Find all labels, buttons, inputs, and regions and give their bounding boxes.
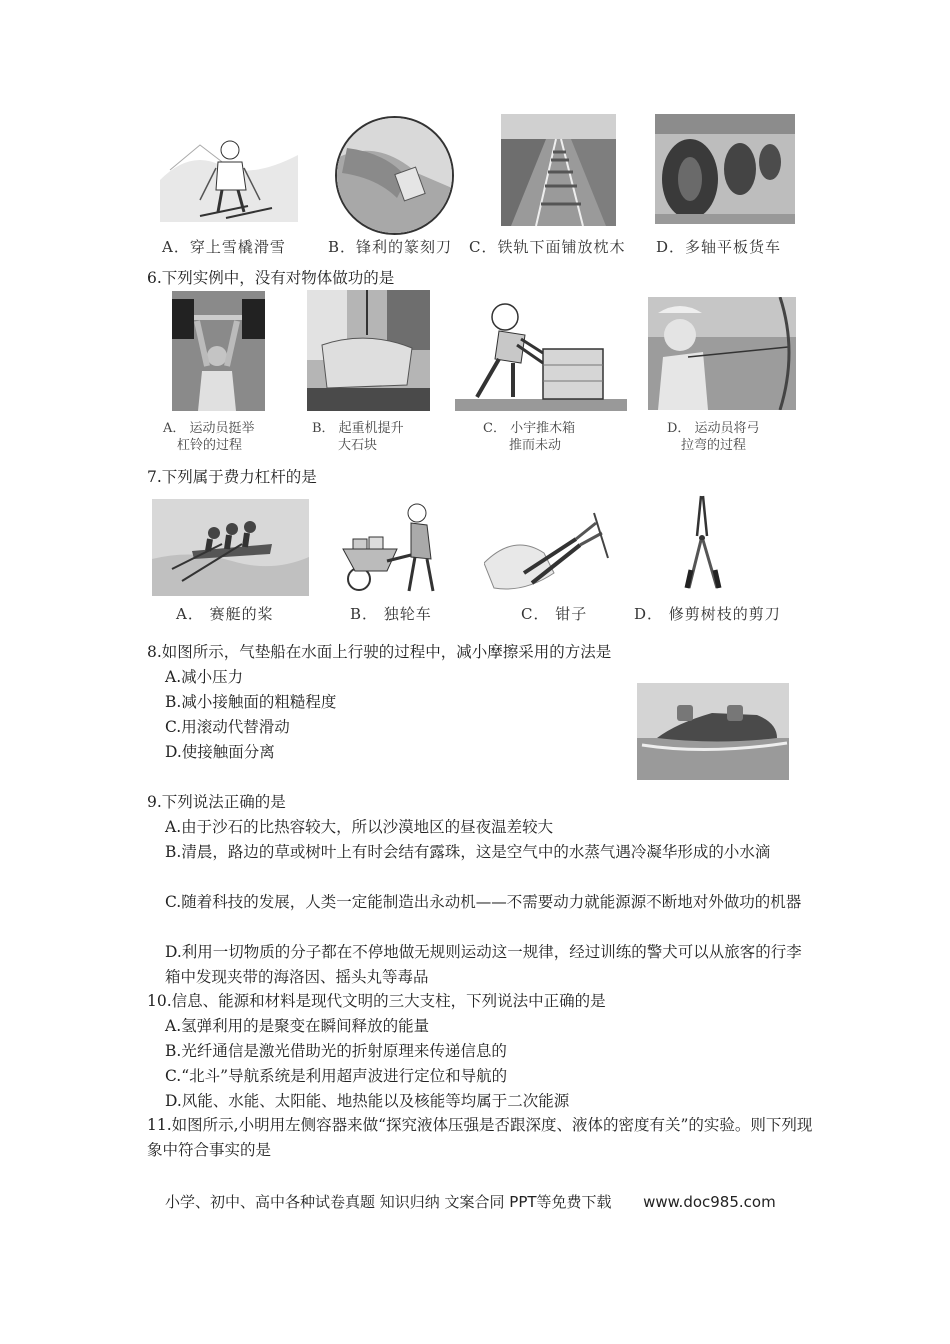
q5-caption-b: B．锋利的篆刻刀 (328, 238, 453, 256)
q5-caption-a: A．穿上雪橇滑雪 (162, 238, 286, 256)
pliers-icon (484, 503, 612, 596)
q8-stem: 8.如图所示，气垫船在水面上行驶的过程中，减小摩擦采用的方法是 (147, 643, 612, 661)
q6-stem: 6.下列实例中，没有对物体做功的是 (147, 269, 395, 287)
footer-text: 小学、初中、高中各种试卷真题 知识归纳 文案合同 PPT等免费下载 (165, 1193, 612, 1211)
carving-knife-icon (335, 116, 454, 235)
q10-option-b: B.光纤通信是激光借助光的折射原理来传递信息的 (165, 1042, 507, 1060)
wheelbarrow-icon (335, 499, 442, 594)
q6-caption-d (667, 420, 760, 454)
q8-option-c: C.用滚动代替滑动 (165, 718, 290, 736)
q6-caption-a-line1: A． 运动员挺举 (163, 421, 255, 436)
railway-track-icon (501, 114, 616, 226)
q7-stem: 7.下列属于费力杠杆的是 (147, 468, 317, 486)
q5-caption-c: C．铁轨下面铺放枕木 (469, 238, 626, 256)
q10-option-d: D.风能、水能、太阳能、地热能以及核能等均属于二次能源 (165, 1092, 570, 1110)
footer-site-link[interactable]: www.doc985.com (643, 1193, 776, 1211)
skier-icon (160, 120, 298, 222)
q10-option-c: C.“北斗”导航系统是利用超声波进行定位和导航的 (165, 1067, 508, 1085)
q8-option-b: B.减小接触面的粗糙程度 (165, 693, 337, 711)
q9-option-a: A.由于沙石的比热容较大，所以沙漠地区的昼夜温差较大 (165, 818, 554, 836)
q6-caption-d-line2: 拉弯的过程 (681, 438, 747, 453)
q9-stem: 9.下列说法正确的是 (147, 793, 286, 811)
q7-caption-d: D． 修剪树枝的剪刀 (634, 605, 781, 623)
q6-caption-a (163, 420, 255, 454)
flatbed-truck-icon (655, 114, 795, 224)
q6-caption-c-line1: C． 小宇推木箱 (483, 421, 576, 436)
q11-stem: 11.如图所示,小明用左侧容器来做“探究液体压强是否跟深度、液体的密度有关”的实验。则下列现象中符合事实的是 (147, 1116, 813, 1159)
q7-caption-b: B． 独轮车 (350, 605, 432, 623)
q6-caption-c (483, 420, 575, 454)
q8-option-a: A.减小压力 (165, 668, 244, 686)
q8-option-d: D.使接触面分离 (165, 743, 275, 761)
q9-option-c: C.随着科技的发展，人类一定能制造出永动机——不需要动力就能源源不断地对外做功的机器 (165, 893, 802, 911)
q7-caption-c: C． 钳子 (521, 605, 588, 623)
q6-caption-d-line1: D． 运动员将弓 (667, 421, 760, 436)
q6-caption-b (312, 420, 404, 454)
q6-caption-b-line1: B． 起重机提升 (312, 421, 404, 436)
q10-stem: 10.信息、能源和材料是现代文明的三大支柱，下列说法中正确的是 (147, 992, 606, 1010)
q6-caption-a-line2: 杠铃的过程 (177, 438, 243, 453)
crane-stone-icon (307, 290, 430, 411)
weightlifter-icon (172, 291, 265, 411)
q5-caption-d: D．多轴平板货车 (656, 238, 782, 256)
q10-option-a: A.氢弹利用的是聚变在瞬间释放的能量 (165, 1017, 430, 1035)
q7-caption-a: A． 赛艇的桨 (176, 605, 274, 623)
q9-option-b: B.清晨，路边的草或树叶上有时会结有露珠，这是空气中的水蒸气遇冷凝华形成的小水滴 (165, 843, 771, 861)
q9-option-d: D.利用一切物质的分子都在不停地做无规则运动这一规律，经过训练的警犬可以从旅客的行李箱中发现夹带的海洛因、摇头丸等毒品 (165, 943, 802, 986)
q6-caption-b-line2: 大石块 (338, 438, 378, 453)
q6-caption-c-line2: 推而未动 (509, 438, 562, 453)
pruning-shears-icon (677, 494, 727, 590)
footer (165, 1191, 776, 1212)
hovercraft-icon (637, 683, 789, 780)
boy-pushing-box-icon (455, 297, 627, 411)
rowing-boat-icon (152, 499, 309, 596)
archer-icon (648, 297, 796, 410)
